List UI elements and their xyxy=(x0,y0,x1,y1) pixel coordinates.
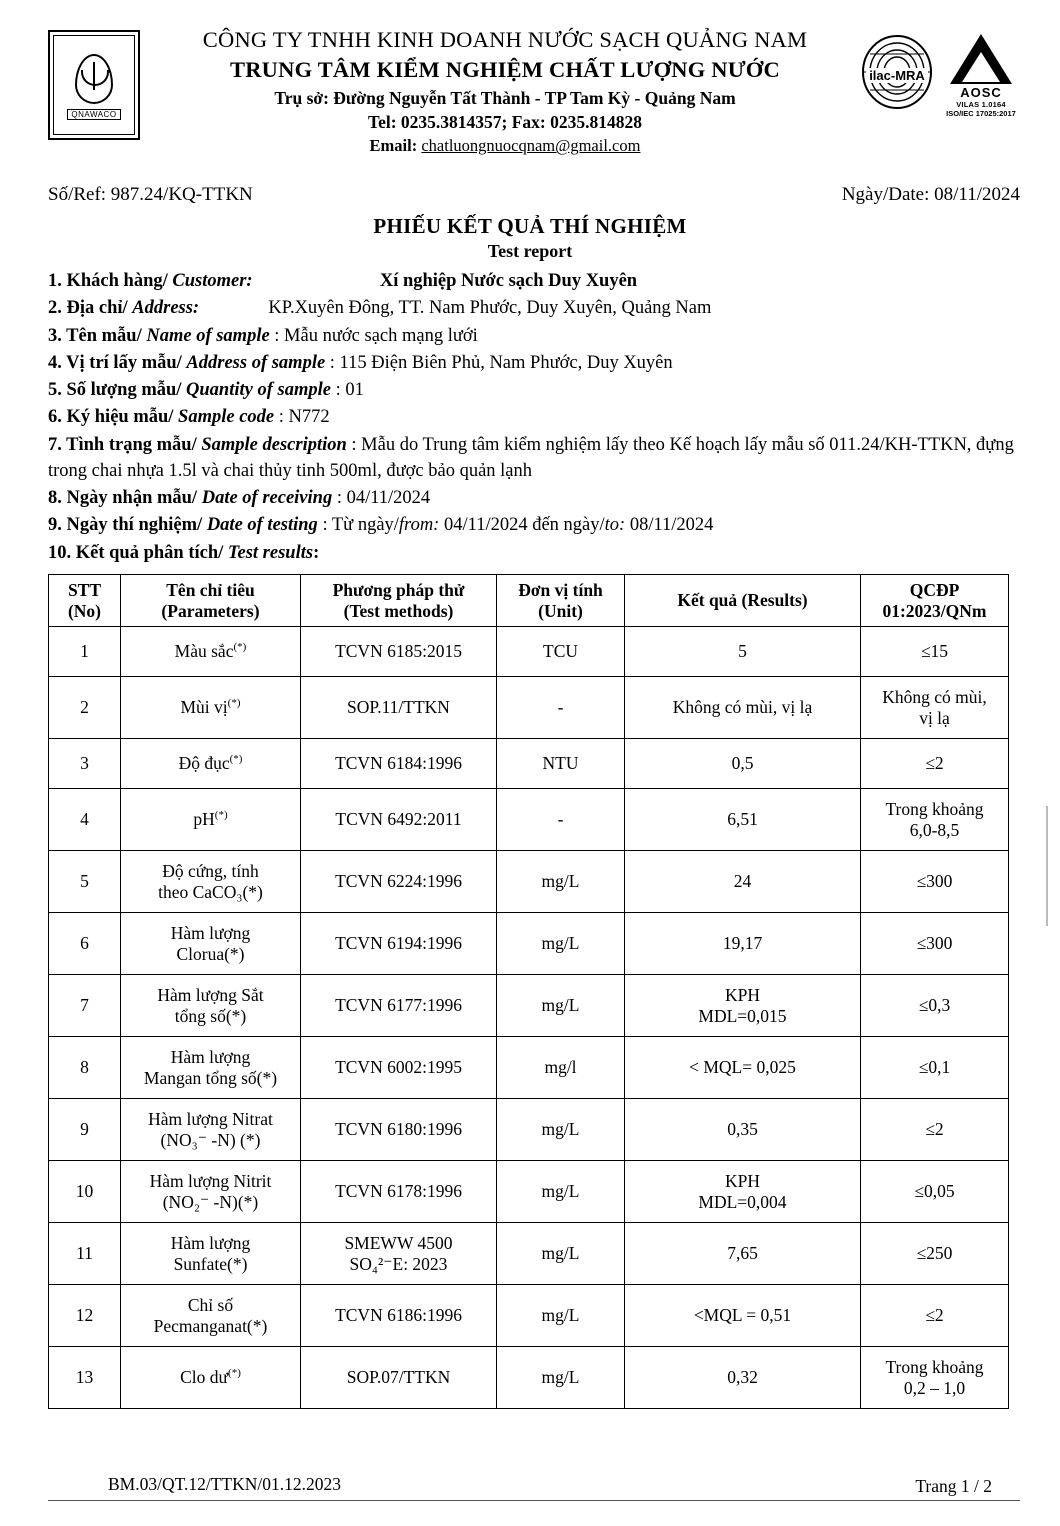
info-sample-code xyxy=(48,404,1020,430)
cell-no xyxy=(49,789,121,851)
info-customer-value: Xí nghiệp Nước sạch Duy Xuyên xyxy=(379,271,638,291)
col-header-result-l1: Kết quả (Results) xyxy=(677,590,808,611)
cell-unit-line1: mg/L xyxy=(541,1305,580,1326)
cell-result-line1: < MQL= 0,025 xyxy=(689,1057,796,1078)
info-receiving-date-label-en: Date of receiving xyxy=(201,488,333,509)
info-sample-description xyxy=(48,432,1020,485)
table-row xyxy=(49,975,1009,1037)
cell-result-line1: 7,65 xyxy=(727,1243,758,1264)
cell-result xyxy=(625,1037,861,1099)
table-row xyxy=(49,1161,1009,1223)
col-header-parameter-l1: Tên chỉ tiêu xyxy=(166,579,255,600)
ilac-mra-icon xyxy=(860,32,934,118)
cell-result xyxy=(625,627,861,677)
cell-unit xyxy=(497,789,625,851)
header-text-block xyxy=(160,26,850,156)
cell-limit xyxy=(861,913,1009,975)
cell-no xyxy=(49,1161,121,1223)
cell-no-line1: 8 xyxy=(80,1057,89,1078)
info-receiving-date-label: 8. Ngày nhận mẫu/ xyxy=(48,488,198,509)
info-sample-location-label-en: Address of sample xyxy=(186,352,326,373)
info-testing-from-label: from: xyxy=(398,515,440,536)
results-table-head xyxy=(49,574,1009,626)
info-sample-name-label: 3. Tên mẫu/ xyxy=(48,325,142,346)
cell-no-line1: 6 xyxy=(80,933,89,954)
info-customer-label-en: Customer: xyxy=(172,271,253,291)
cell-method xyxy=(301,851,497,913)
cell-no xyxy=(49,677,121,739)
cell-method-line1: SMEWW 4500 xyxy=(344,1233,453,1254)
info-results-colon: : xyxy=(313,542,320,563)
company-address: Trụ sở: Đường Nguyễn Tất Thành - TP Tam Kỳ - Quảng Nam xyxy=(274,87,736,108)
cell-unit-line1: mg/L xyxy=(541,995,580,1016)
cell-parameter-line2: Mangan tổng số(*) xyxy=(143,1067,278,1088)
info-testing-to-label: to: xyxy=(604,515,626,536)
info-testing-date-label-en: Date of testing xyxy=(206,515,318,536)
cell-no-line1: 1 xyxy=(80,641,89,662)
cell-result-line1: 24 xyxy=(733,871,752,892)
cell-limit-line1: ≤2 xyxy=(925,1119,944,1140)
cell-unit xyxy=(497,677,625,739)
cell-parameter-line1: Hàm lượng xyxy=(170,923,251,944)
cell-unit xyxy=(497,1223,625,1285)
cell-method xyxy=(301,1037,497,1099)
cell-limit xyxy=(861,975,1009,1037)
cell-limit xyxy=(861,1037,1009,1099)
cell-limit-line1: ≤300 xyxy=(916,871,953,892)
cell-limit xyxy=(861,1285,1009,1347)
cell-result-line1: KPH xyxy=(724,985,760,1006)
cell-method xyxy=(301,975,497,1037)
cell-method xyxy=(301,1347,497,1409)
col-header-limit-l2: 01:2023/QNm xyxy=(882,600,987,621)
cell-method xyxy=(301,1285,497,1347)
cell-parameter-line2: Clorua(*) xyxy=(176,943,245,964)
cell-parameter-line2: Sunfate(*) xyxy=(173,1253,248,1274)
cell-limit-line1: ≤0,3 xyxy=(918,995,951,1016)
cell-result-line2: MDL=0,015 xyxy=(698,1005,787,1026)
info-testing-to-prefix: đến ngày/ xyxy=(532,515,605,536)
col-header-no xyxy=(49,574,121,626)
cell-unit-line1: - xyxy=(557,697,564,718)
info-sample-name xyxy=(48,323,1020,349)
cell-result-line1: Không có mùi, vị lạ xyxy=(672,697,813,718)
cell-limit xyxy=(861,1099,1009,1161)
cell-limit-line1: Trong khoảng xyxy=(885,1357,984,1378)
cell-no-line1: 13 xyxy=(75,1367,94,1388)
cell-parameter-line1: Hàm lượng Nitrat xyxy=(148,1109,273,1130)
cell-result xyxy=(625,913,861,975)
cell-parameter-line2: Pecmanganat(*) xyxy=(153,1315,268,1336)
col-header-unit xyxy=(497,574,625,626)
info-sample-quantity-value: : 01 xyxy=(335,380,364,401)
cell-method-line1: TCVN 6224:1996 xyxy=(335,871,462,892)
info-testing-date-prefix: : Từ ngày/ xyxy=(322,515,399,536)
cell-limit-line1: ≤0,1 xyxy=(918,1057,951,1078)
info-sample-quantity-label-en: Quantity of sample xyxy=(186,380,331,401)
cell-result xyxy=(625,1161,861,1223)
cell-parameter-line1: Hàm lượng Sắt xyxy=(157,985,264,1006)
cell-result-line1: 0,32 xyxy=(727,1367,758,1388)
cell-unit-line1: mg/L xyxy=(541,1181,580,1202)
col-header-no-l1: STT xyxy=(67,579,102,600)
info-sample-quantity-label: 5. Số lượng mẫu/ xyxy=(48,380,182,401)
info-receiving-date xyxy=(48,485,1020,511)
cell-method-line1: SOP.11/TTKN xyxy=(347,697,450,718)
cell-limit xyxy=(861,677,1009,739)
cell-parameter xyxy=(121,627,301,677)
table-row xyxy=(49,677,1009,739)
cell-result-line1: KPH xyxy=(724,1171,760,1192)
cell-no xyxy=(49,1099,121,1161)
results-table xyxy=(48,574,1009,1409)
col-header-method-l2: (Test methods) xyxy=(343,600,454,621)
info-sample-name-value: : Mẫu nước sạch mạng lưới xyxy=(274,325,478,346)
info-address-value: KP.Xuyên Đông, TT. Nam Phước, Duy Xuyên, Quảng Nam xyxy=(268,298,712,319)
cell-method xyxy=(301,789,497,851)
cell-method-line1: TCVN 6002:1995 xyxy=(335,1057,462,1078)
cell-parameter xyxy=(121,1285,301,1347)
cell-limit-line1: ≤2 xyxy=(925,1305,944,1326)
cell-no xyxy=(49,913,121,975)
parameter-asterisk: (*) xyxy=(227,697,241,710)
cell-unit xyxy=(497,739,625,789)
cell-method xyxy=(301,913,497,975)
cell-limit-line1: Trong khoảng xyxy=(885,799,984,820)
cell-parameter-line2: (NO₃⁻ -N) (*) xyxy=(160,1129,261,1150)
cell-method xyxy=(301,1161,497,1223)
info-results-heading xyxy=(48,540,1020,566)
results-table-body xyxy=(49,627,1009,1409)
svg-text:ilac-MRA: ilac-MRA xyxy=(869,68,925,83)
report-info-block xyxy=(48,268,1020,566)
cell-no xyxy=(49,739,121,789)
cell-parameter xyxy=(121,1223,301,1285)
aosc-label: AOSC xyxy=(960,85,1002,100)
cell-unit-line1: - xyxy=(557,809,564,830)
info-sample-code-label: 6. Ký hiệu mẫu/ xyxy=(48,407,174,428)
water-drop-icon xyxy=(75,54,113,104)
cell-limit xyxy=(861,1161,1009,1223)
cell-unit-line1: mg/L xyxy=(541,1367,580,1388)
table-row xyxy=(49,1347,1009,1409)
center-name: TRUNG TÂM KIỂM NGHIỆM CHẤT LƯỢNG NƯỚC xyxy=(230,56,780,82)
cell-parameter-line2: tổng số(*) xyxy=(174,1005,247,1026)
cell-unit xyxy=(497,627,625,677)
cell-limit-line2: 6,0-8,5 xyxy=(909,819,960,840)
cell-method-line1: TCVN 6177:1996 xyxy=(335,995,462,1016)
cell-result xyxy=(625,789,861,851)
cell-result xyxy=(625,1223,861,1285)
cell-unit-line1: mg/l xyxy=(544,1057,577,1078)
cell-no-line1: 9 xyxy=(80,1119,89,1140)
cell-parameter xyxy=(121,1347,301,1409)
cell-limit xyxy=(861,627,1009,677)
cell-limit-line1: ≤2 xyxy=(925,753,944,774)
cell-method-line1: TCVN 6185:2015 xyxy=(335,641,462,662)
cell-result xyxy=(625,1285,861,1347)
cell-parameter xyxy=(121,1037,301,1099)
cell-no-line1: 12 xyxy=(75,1305,94,1326)
email-label: Email: xyxy=(369,136,422,156)
table-row xyxy=(49,1223,1009,1285)
email-link[interactable]: chatluongnuocqnam@gmail.com xyxy=(421,136,641,156)
cell-method-line1: TCVN 6178:1996 xyxy=(335,1181,462,1202)
info-sample-name-label-en: Name of sample xyxy=(146,325,270,346)
cell-result xyxy=(625,1347,861,1409)
cell-no xyxy=(49,627,121,677)
cell-limit-line1: ≤300 xyxy=(916,933,953,954)
cell-result xyxy=(625,739,861,789)
cell-parameter-line1: Hàm lượng xyxy=(170,1047,251,1068)
accreditation-marks xyxy=(860,32,1020,140)
col-header-no-l2: (No) xyxy=(67,600,102,621)
page-edge-mark xyxy=(1046,806,1048,926)
table-row xyxy=(49,627,1009,677)
cell-no xyxy=(49,975,121,1037)
info-customer-label: 1. Khách hàng/ xyxy=(48,271,168,291)
cell-method xyxy=(301,1223,497,1285)
cell-parameter-line1: Hàm lượng xyxy=(170,1233,251,1254)
cell-limit-line1: ≤15 xyxy=(920,641,949,662)
company-logo xyxy=(48,30,140,140)
logo-text: QNAWACO xyxy=(67,109,120,120)
cell-parameter xyxy=(121,975,301,1037)
cell-unit-line1: TCU xyxy=(543,641,578,662)
info-sample-code-label-en: Sample code xyxy=(178,407,275,428)
info-address-label-en: Address: xyxy=(132,298,200,319)
cell-limit-line1: ≤0,05 xyxy=(914,1181,955,1202)
cell-parameter-line1: Clo dư(*) xyxy=(180,1367,241,1388)
document-header xyxy=(40,26,1020,166)
cell-unit xyxy=(497,1347,625,1409)
cell-parameter-line1: Độ cứng, tính xyxy=(162,861,259,882)
cell-no xyxy=(49,1037,121,1099)
cell-result-line1: 5 xyxy=(738,641,747,662)
cell-parameter-line1: Màu sắc(*) xyxy=(174,641,247,662)
cell-result-line2: MDL=0,004 xyxy=(698,1191,787,1212)
cell-no xyxy=(49,851,121,913)
cell-limit xyxy=(861,1347,1009,1409)
info-customer xyxy=(48,268,1020,294)
cell-no xyxy=(49,1223,121,1285)
cell-method xyxy=(301,627,497,677)
table-row xyxy=(49,1099,1009,1161)
cell-no-line1: 11 xyxy=(76,1243,93,1264)
cell-limit-line2: 0,2 – 1,0 xyxy=(903,1377,966,1398)
info-sample-location-label: 4. Vị trí lấy mẫu/ xyxy=(48,352,182,373)
cell-unit-line1: NTU xyxy=(542,753,579,774)
cell-no xyxy=(49,1285,121,1347)
cell-limit xyxy=(861,789,1009,851)
info-testing-from-value: 04/11/2024 xyxy=(439,515,533,536)
info-address xyxy=(48,295,1020,321)
cell-method-line1: TCVN 6184:1996 xyxy=(335,753,462,774)
info-sample-code-value: : N772 xyxy=(278,407,330,428)
col-header-limit-l1: QCĐP xyxy=(909,579,960,600)
cell-limit-line2: vị lạ xyxy=(919,707,950,728)
cell-unit-line1: mg/L xyxy=(541,871,580,892)
info-sample-description-label-en: Sample description xyxy=(201,434,347,455)
cell-limit xyxy=(861,851,1009,913)
parameter-asterisk: (*) xyxy=(229,753,243,766)
cell-unit-line1: mg/L xyxy=(541,1243,580,1264)
cell-parameter xyxy=(121,851,301,913)
info-testing-to-value: 08/11/2024 xyxy=(625,515,714,536)
info-results-label: 10. Kết quả phân tích/ xyxy=(48,542,224,563)
info-sample-description-label: 7. Tình trạng mẫu/ xyxy=(48,434,197,455)
cell-no-line1: 7 xyxy=(80,995,89,1016)
info-address-label: 2. Địa chỉ/ xyxy=(48,298,128,319)
info-testing-date-label: 9. Ngày thí nghiệm/ xyxy=(48,515,203,536)
cell-unit xyxy=(497,913,625,975)
cell-parameter xyxy=(121,913,301,975)
cell-parameter-line1: Mùi vị(*) xyxy=(180,697,241,718)
table-row xyxy=(49,739,1009,789)
report-title-en: Test report xyxy=(487,241,573,261)
cell-no-line1: 4 xyxy=(80,809,89,830)
col-header-parameter xyxy=(121,574,301,626)
cell-parameter-line1: Chỉ số xyxy=(187,1295,234,1316)
parameter-asterisk: (*) xyxy=(233,641,247,654)
cell-method xyxy=(301,677,497,739)
info-sample-description-value: : Mẫu do Trung tâm kiểm nghiệm lấy theo Kế hoạch lấy mẫu số xyxy=(351,434,825,455)
table-row xyxy=(49,851,1009,913)
cell-result-line1: 19,17 xyxy=(722,933,763,954)
col-header-limit xyxy=(861,574,1009,626)
table-header-row xyxy=(49,574,1009,626)
cell-unit xyxy=(497,1099,625,1161)
report-ref-number: Số/Ref: 987.24/KQ-TTKN xyxy=(48,184,253,205)
cell-result xyxy=(625,1099,861,1161)
info-sample-description-value2: 011.24/KH-TTKN, đựng trong chai nhựa 1.5l và chai thủy tinh 500ml, được bảo quản lạnh xyxy=(48,434,1014,481)
info-receiving-date-value: : 04/11/2024 xyxy=(336,488,431,509)
col-header-method xyxy=(301,574,497,626)
cell-unit-line1: mg/L xyxy=(541,933,580,954)
cell-method-line1: TCVN 6492:2011 xyxy=(335,809,462,830)
footer-form-code: BM.03/QT.12/TTKN/01.12.2023 xyxy=(108,1474,342,1494)
col-header-parameter-l2: (Parameters) xyxy=(161,600,260,621)
cell-unit xyxy=(497,975,625,1037)
cell-method-line1: TCVN 6186:1996 xyxy=(335,1305,462,1326)
cell-parameter xyxy=(121,739,301,789)
cell-unit xyxy=(497,1161,625,1223)
cell-method-line1: SOP.07/TTKN xyxy=(346,1367,451,1388)
cell-method-line2: SO₄²⁻E: 2023 xyxy=(349,1253,448,1274)
info-results-label-en: Test results xyxy=(227,542,314,563)
results-table-wrapper xyxy=(48,574,1020,1409)
table-row xyxy=(49,1285,1009,1347)
cell-parameter-line1: Hàm lượng Nitrit xyxy=(149,1171,272,1192)
col-header-unit-l2: (Unit) xyxy=(538,600,583,621)
table-row xyxy=(49,1037,1009,1099)
cell-unit xyxy=(497,851,625,913)
parameter-asterisk: (*) xyxy=(214,809,228,822)
info-testing-date xyxy=(48,512,1020,538)
cell-method xyxy=(301,739,497,789)
col-header-unit-l1: Đơn vị tính xyxy=(518,579,603,600)
cell-limit xyxy=(861,1223,1009,1285)
reference-line xyxy=(40,184,1020,210)
cell-method-line1: TCVN 6194:1996 xyxy=(335,933,462,954)
col-header-method-l1: Phương pháp thử xyxy=(332,579,465,600)
table-row xyxy=(49,913,1009,975)
cell-limit xyxy=(861,739,1009,789)
cell-parameter xyxy=(121,1161,301,1223)
cell-parameter-line2: (NO₂⁻ -N)(*) xyxy=(162,1191,259,1212)
cell-result-line1: 0,5 xyxy=(731,753,754,774)
cell-result xyxy=(625,677,861,739)
parameter-asterisk: (*) xyxy=(228,1367,241,1380)
cell-parameter xyxy=(121,1099,301,1161)
cell-result xyxy=(625,851,861,913)
report-title: PHIẾU KẾT QUẢ THÍ NGHIỆM xyxy=(373,214,687,238)
cell-unit xyxy=(497,1285,625,1347)
info-sample-quantity xyxy=(48,377,1020,403)
company-email-line xyxy=(160,135,850,156)
cell-parameter-line2: theo CaCO₃(*) xyxy=(158,881,263,902)
document-page xyxy=(0,26,1060,1526)
cell-parameter-line1: pH(*) xyxy=(193,809,228,830)
footer-divider xyxy=(48,1500,1020,1501)
cell-no-line1: 10 xyxy=(75,1181,94,1202)
cell-no-line1: 5 xyxy=(80,871,89,892)
cell-parameter-line1: Độ đục(*) xyxy=(178,753,243,774)
aosc-triangle-icon xyxy=(950,34,1012,84)
cell-unit-line1: mg/L xyxy=(541,1119,580,1140)
cell-result-line1: <MQL = 0,51 xyxy=(693,1305,792,1326)
cell-limit-line1: Không có mùi, xyxy=(882,687,987,708)
info-sample-location xyxy=(48,350,1020,376)
info-sample-location-value: : 115 Điện Biên Phủ, Nam Phước, Duy Xuyên xyxy=(329,352,673,373)
cell-result-line1: 6,51 xyxy=(727,809,758,830)
cell-limit-line1: ≤250 xyxy=(916,1243,953,1264)
cell-no-line1: 2 xyxy=(80,697,89,718)
company-name: CÔNG TY TNHH KINH DOANH NƯỚC SẠCH QUẢNG NAM xyxy=(202,27,808,52)
cell-parameter xyxy=(121,677,301,739)
cell-parameter xyxy=(121,789,301,851)
cell-method xyxy=(301,1099,497,1161)
aosc-mark xyxy=(944,34,1018,134)
cell-result xyxy=(625,975,861,1037)
company-phone: Tel: 0235.3814357; Fax: 0235.814828 xyxy=(368,111,642,132)
cell-method-line1: TCVN 6180:1996 xyxy=(335,1119,462,1140)
vilas-code: VILAS 1.0164 xyxy=(956,100,1006,109)
report-date: Ngày/Date: 08/11/2024 xyxy=(841,184,1020,205)
cell-no-line1: 3 xyxy=(80,753,89,774)
col-header-result xyxy=(625,574,861,626)
cell-result-line1: 0,35 xyxy=(727,1119,758,1140)
footer-page-number: Trang 1 / 2 xyxy=(915,1476,992,1496)
cell-no xyxy=(49,1347,121,1409)
cell-unit xyxy=(497,1037,625,1099)
iso-code: ISO/IEC 17025:2017 xyxy=(946,109,1016,118)
table-row xyxy=(49,789,1009,851)
logo-inner xyxy=(53,35,135,135)
